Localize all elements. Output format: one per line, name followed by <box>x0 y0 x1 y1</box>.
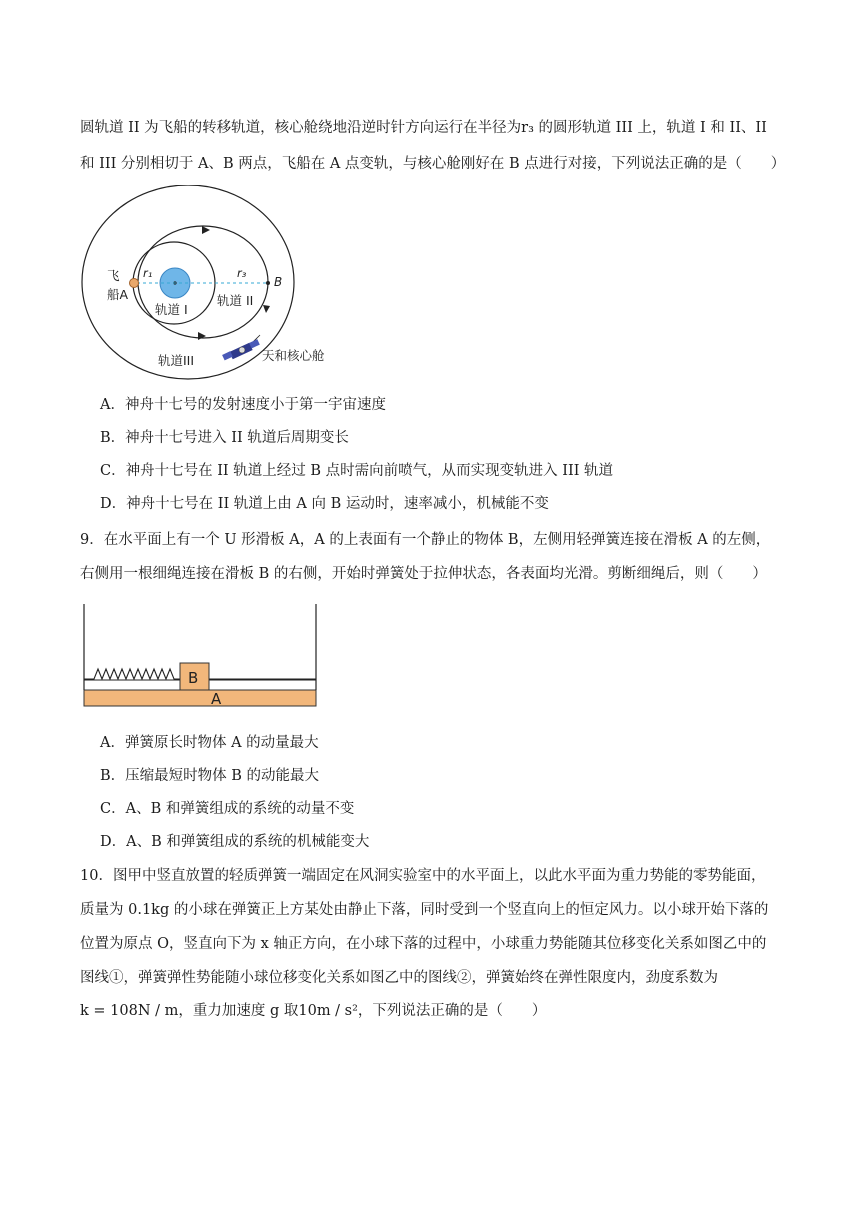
orbit-2-ellipse <box>138 226 268 338</box>
orbit-figure <box>80 185 340 385</box>
label-r1: r₁ <box>143 266 153 280</box>
label-orbit-2: 轨道 II <box>217 293 254 308</box>
spring <box>84 669 180 679</box>
label-fei: 飞 <box>107 268 120 283</box>
orbit-arrow-right <box>263 305 270 313</box>
orbit-arrow-top <box>202 226 210 234</box>
label-r3: r₃ <box>237 266 247 280</box>
label-station: 天和核心舱 <box>262 348 325 363</box>
q9-option-c: C．A、B 和弹簧组成的系统的动量不变 <box>100 801 355 817</box>
q9-option-d: D．A、B 和弹簧组成的系统的机械能变大 <box>100 834 370 850</box>
point-b-dot <box>266 281 270 285</box>
label-b: B <box>274 275 283 289</box>
orbit-arrow-bottom <box>198 332 206 340</box>
q10-stem-line-2: 质量为 0.1kg 的小球在弹簧正上方某处由静止下落，同时受到一个竖直向上的恒定风力。以小球开始下落的 <box>80 902 769 918</box>
q10-stem-line-3: 位置为原点 O，竖直向下为 x 轴正方向，在小球下落的过程中，小球重力势能随其位移变化关系如图乙中的 <box>80 936 767 952</box>
q8-stem-line-1: 圆轨道 II 为飞船的转移轨道，核心舱绕地沿逆时针方向运行在半径为r₃ 的圆形轨道 III 上，轨道 I 和 II、II <box>80 120 767 136</box>
q8-option-b: B．神舟十七号进入 II 轨道后周期变长 <box>100 430 349 446</box>
label-orbit-1: 轨道 I <box>155 302 188 317</box>
label-orbit-3: 轨道III <box>158 353 195 368</box>
block-b-label: B <box>188 669 199 687</box>
board-a-label: A <box>211 690 222 708</box>
q9-option-b: B．压缩最短时物体 B 的动能最大 <box>100 768 320 784</box>
q10-stem-line-5: k = 108N / m，重力加速度 g 取10m / s²，下列说法正确的是（ ） <box>80 1003 547 1019</box>
q8-option-c: C．神舟十七号在 II 轨道上经过 B 点时需向前喷气，从而实现变轨进入 III 轨道 <box>100 463 614 479</box>
q8-option-d: D．神舟十七号在 II 轨道上由 A 向 B 运动时，速率减小，机械能不变 <box>100 496 549 512</box>
spring-board-figure <box>80 600 320 712</box>
q10-stem-line-1: 10．图甲中竖直放置的轻质弹簧一端固定在风洞实验室中的水平面上，以此水平面为重力势能的零势能面， <box>80 868 766 884</box>
q8-stem-line-2: 和 III 分别相切于 A、B 两点，飞船在 A 点变轨，与核心舱刚好在 B 点进行对接，下列说法正确的是（ ） <box>80 156 786 172</box>
q9-stem-line-2: 右侧用一根细绳连接在滑板 B 的右侧，开始时弹簧处于拉伸状态，各表面均光滑。剪断细绳后，则（ ） <box>80 566 767 582</box>
spaceship-dot <box>130 279 139 288</box>
q9-option-a: A．弹簧原长时物体 A 的动量最大 <box>100 735 319 751</box>
board-a <box>84 690 316 706</box>
q10-stem-line-4: 图线①，弹簧弹性势能随小球位移变化关系如图乙中的图线②，弹簧始终在弹性限度内，劲度系数为 <box>80 970 718 986</box>
q8-option-a: A．神舟十七号的发射速度小于第一宇宙速度 <box>100 397 386 413</box>
q9-stem-line-1: 9．在水平面上有一个 U 形滑板 A，A 的上表面有一个静止的物体 B，左侧用轻弹簧连接在滑板 A 的左侧， <box>80 532 771 548</box>
label-chuan-a: 船A <box>107 287 129 302</box>
